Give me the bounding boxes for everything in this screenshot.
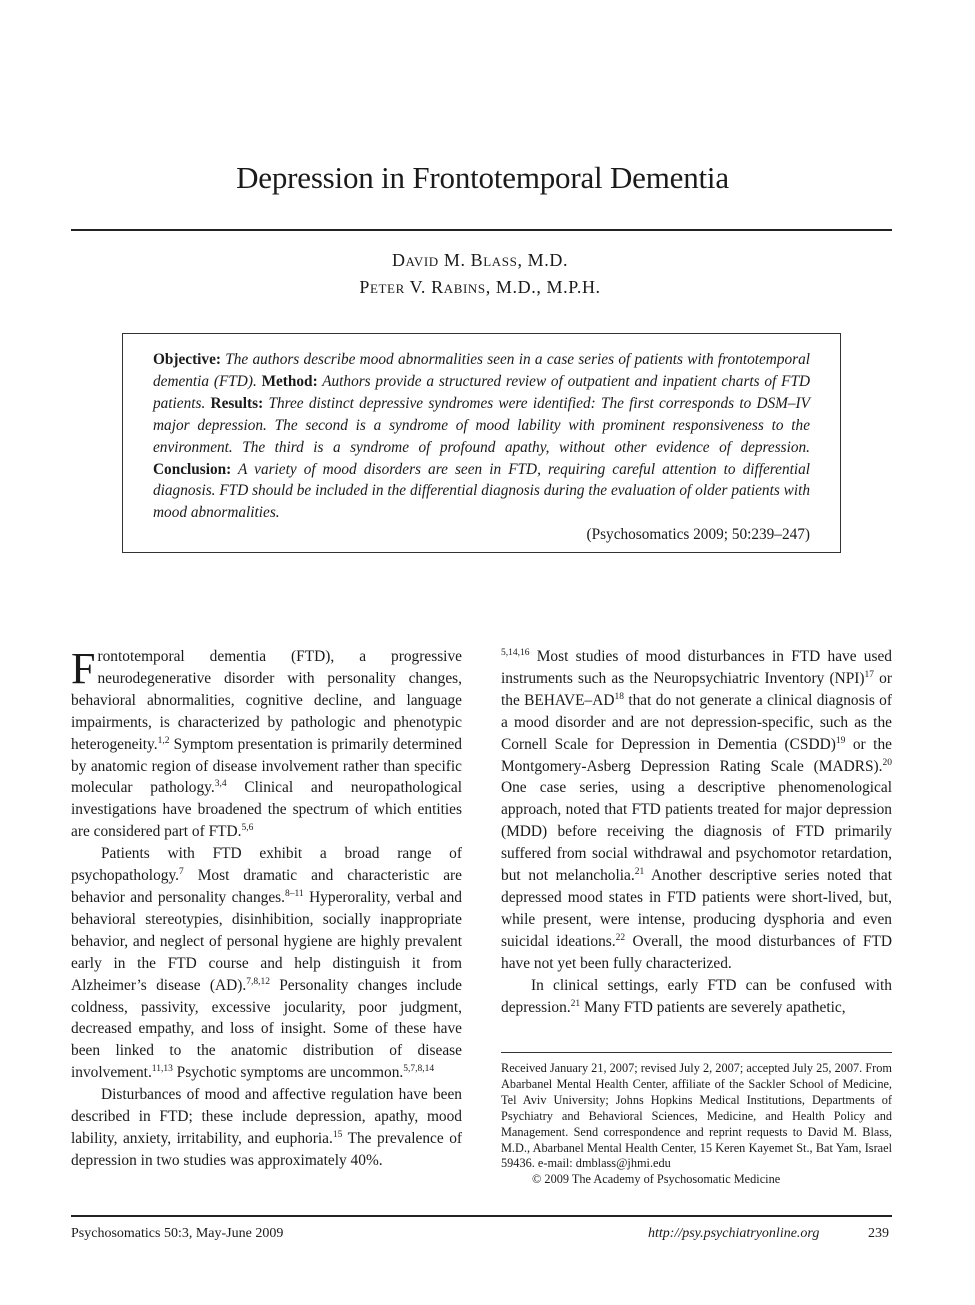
ref-sup: 17 (864, 669, 875, 680)
p2-text-a: Patients with FTD exhibit a broad range of psychopathology. (71, 845, 462, 885)
results-text: Three distinct depressive syndromes were identified: The first corresponds to DSM–IV major depression. The second is a syndrome of mood lability with prominent responsiveness to the environment. The third is a syndrome of profound apathy, without other evidence of depression. (153, 394, 810, 456)
ref-sup: 19 (835, 735, 846, 746)
p3-text-a: Disturbances of mood and affective regulation have been described in FTD; these include depression, apathy, mood lability, anxiety, irritability, and euphoria. (71, 1086, 462, 1147)
abstract-box (122, 333, 841, 553)
ref-sup: 21 (634, 866, 645, 877)
p3-text-b: The prevalence of depression in two studies was approximately 40%. (71, 1129, 463, 1169)
footnote (501, 1061, 892, 1188)
footnote-text: Received January 21, 2007; revised July 2, 2007; accepted July 25, 2007. From Abarbanel Mental Health Center, affiliate of the Sackler School of Medicine, Tel Aviv University; Johns Hopkins Medical Institutions, Departments of Psychiatry and Behavioral Sciences, Medicine, and Health Policy and Management. Send correspondence and reprint requests to David M. Blass, M.D., Abarbanel Mental Health Center, 15 Keren Kayemet St., Bat Yam, Israel 59436. e-mail: dmblass@jhmi.edu (501, 1061, 892, 1171)
title-rule (71, 229, 892, 231)
author-1: David M. Blass, M.D. (391, 250, 569, 270)
ref-sup: 21 (570, 998, 581, 1009)
ref-sup: 5,7,8,14 (403, 1064, 435, 1075)
p3-text-g: One case series, using a descriptive phenomenological approach, noted that FTD patients treated for major depression (MDD) before receiving the diagnosis of FTD primarily suffered from social withdrawal and psychomotor retardation, but not melancholia. (501, 779, 892, 885)
ref-sup: 3,4 (214, 779, 227, 790)
p1-text-a: rontotemporal dementia (FTD), a progressive neurodegenerative disorder with personality changes, behavioral abnormalities, cognitive decline, and language impairments, is characterized by pathologic and phenotypic heterogeneity. (71, 648, 462, 753)
ref-sup: 15 (332, 1129, 343, 1140)
objective-label: Objective: (153, 351, 221, 368)
ref-sup: 11,13 (151, 1064, 173, 1075)
abstract-citation: (Psychosomatics 2009; 50:239–247) (586, 526, 810, 544)
ref-sup: 18 (614, 691, 624, 702)
ref-sup: 5,14,16 (501, 647, 530, 658)
conclusion-label: Conclusion: (153, 460, 232, 478)
p4-text-a: In clinical settings, early FTD can be confused with depression. (501, 976, 892, 1016)
p2-text-d: Personality changes include coldness, passivity, excessive jocularity, poor judgment, decreased empathy, and loss of insight. Some of these have been linked to the anatomic distribution of disease involvement. (71, 976, 462, 1082)
ref-sup: 22 (615, 932, 626, 943)
conclusion-text: A variety of mood disorders are seen in FTD, requiring careful attention to differential diagnosis. FTD should be included in the differential diagnosis during the evaluation of older patients with mood abnormalities. (153, 460, 810, 522)
footer-url-link[interactable]: http://psy.psychiatryonline.org (648, 1226, 820, 1241)
p3-text-d: or the BEHAVE–AD (501, 669, 893, 709)
page-number: 239 (868, 1226, 889, 1241)
ref-sup: 5,6 (241, 823, 254, 834)
p3-text-h: Another descriptive series noted that depressed mood states in FTD patients were short-lived, but, while present, were intense, producing dysphoria and even suicidal ideations. (501, 867, 892, 950)
objective-text: The authors describe mood abnormalities seen in a case series of patients with frontotemporal dementia (FTD). (153, 351, 810, 390)
footer-rule (71, 1215, 892, 1217)
paragraph-3-start (71, 1084, 462, 1172)
drop-cap: F (71, 644, 96, 693)
copyright-line: © 2009 The Academy of Psychosomatic Medicine (532, 1172, 781, 1187)
p2-text-b: Most dramatic and characteristic are behavior and personality changes. (71, 867, 462, 906)
paragraph-1 (71, 646, 462, 843)
body-column-left (71, 646, 462, 1172)
p3-text-c: Most studies of mood disturbances in FTD have used instruments such as the Neuropsychiatric Inventory (NPI) (501, 648, 892, 687)
p3-text-e: that do not generate a clinical diagnosis of a mood disorder and are not depression-specific, such as the Cornell Scale for Depression in Dementia (CSDD) (501, 691, 892, 753)
ref-sup: 20 (882, 757, 892, 768)
p1-text-b: Symptom presentation is primarily determined by anatomic region of disease involvement rather than specific molecular pathology. (71, 735, 462, 797)
ref-sup: 1,2 (157, 735, 170, 746)
method-text: Authors provide a structured review of outpatient and inpatient charts of FTD patients. (153, 372, 810, 412)
footer-journal: Psychosomatics 50:3, May-June 2009 (71, 1226, 284, 1241)
p3-text-f: or the Montgomery-Asberg Depression Rating Scale (MADRS). (501, 735, 892, 775)
ref-sup: 8–11 (285, 888, 304, 899)
article-title: Depression in Frontotemporal Dementia (236, 160, 729, 195)
ref-sup: 7 (179, 866, 184, 877)
footnote-rule (501, 1052, 892, 1053)
body-column-right (501, 646, 892, 1018)
p4-text-b: Many FTD patients are severely apathetic, (580, 998, 846, 1016)
p2-text-c: Hyperorality, verbal and behavioral stereotypies, disinhibition, socially inappropriate behavior, and neglect of personal hygiene are highly prevalent early in the FTD course and help distinguish it from Alzheimer’s disease (AD). (71, 888, 462, 994)
paragraph-4 (501, 975, 892, 1019)
p1-text-c: Clinical and neuropathological investigations have broadened the spectrum of which entities are considered part of FTD. (71, 779, 462, 841)
method-label: Method: (261, 372, 318, 390)
p2-text-e: Psychotic symptoms are uncommon. (172, 1064, 404, 1082)
ref-sup: 7,8,12 (246, 976, 270, 987)
author-2: Peter V. Rabins, M.D., M.P.H. (359, 277, 601, 297)
results-label: Results: (210, 394, 264, 412)
p3-text-i: Overall, the mood disturbances of FTD have not yet been fully characterized. (501, 932, 892, 972)
paragraph-2 (71, 843, 462, 1084)
paragraph-3-continued (501, 646, 892, 975)
